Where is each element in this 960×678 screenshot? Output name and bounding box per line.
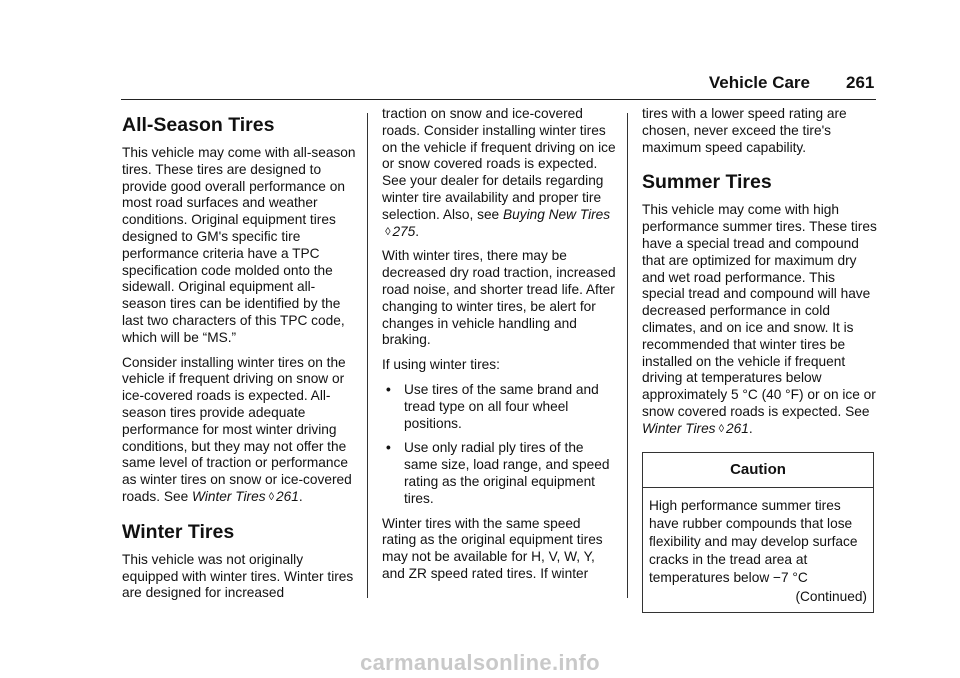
- cross-reference-link[interactable]: Winter Tires ◊ 261: [642, 420, 749, 436]
- paragraph: tires with a lower speed rating are chosen, never exceed the tire's maximum speed capability.: [642, 106, 847, 155]
- caution-body: High performance summer tires have rubber compounds that lose flexibility and may develop surface cracks in the tread area at temperatures below −7 °C (Continued): [643, 488, 873, 612]
- column-2: [382, 106, 618, 591]
- header-divider: [121, 99, 876, 100]
- page-reference-icon: ◊: [718, 422, 724, 435]
- column-1: [122, 109, 358, 610]
- paragraph: This vehicle may come with high performance summer tires. These tires have a special tread and compound that are optimized for maximum dry and wet road performance. This special tread and compound will have decreased performance in cold climates, and on ice and snow. It is recommended that winter tires be installed on the vehicle if frequent driving at temperatures below approximately 5 °C (40 °F) or on ice or snow covered roads is expected. See Winter Tires ◊ 261.: [642, 202, 877, 436]
- paragraph: traction on snow and ice-covered roads. Consider installing winter tires on the vehicle if frequent driving on ice or snow covered roads is expected. See your dealer for details regarding winter tire availability and proper tire selection. Also, see Buying New Tires◊ 275.: [382, 106, 616, 239]
- caution-box: [642, 452, 874, 614]
- column-3: [642, 106, 878, 613]
- list-item: • Use only radial ply tires of the same size, load range, and speed rating as the original equipment tires.: [386, 440, 610, 506]
- page-reference-icon: ◊: [268, 490, 274, 503]
- page-reference-icon: ◊: [385, 225, 391, 238]
- heading-summer-tires: Summer Tires: [642, 171, 772, 194]
- heading-all-season-tires: All-Season Tires: [122, 114, 275, 136]
- column-divider-1: [367, 113, 368, 598]
- paragraph: Consider installing winter tires on the vehicle if frequent driving on snow or ice-covered roads is expected. All-season tires provide adequate performance for most winter driving conditions, but they may not offer the same level of traction or performance as winter tires on snow or ice-covered roads. See Winter Tires ◊ 261.: [122, 354, 352, 504]
- column-divider-2: [627, 113, 628, 598]
- continued-label: (Continued): [795, 589, 867, 605]
- watermark: carmanualsonline.info: [360, 650, 600, 675]
- heading-winter-tires: Winter Tires: [122, 520, 235, 543]
- bullet-list: [382, 382, 618, 508]
- paragraph: This vehicle was not originally equipped with winter tires. Winter tires are designed for increased: [122, 551, 354, 601]
- caution-title: Caution: [643, 453, 873, 489]
- paragraph: If using winter tires:: [382, 357, 500, 373]
- page-number: 261: [846, 73, 875, 92]
- page-header: [0, 0, 960, 100]
- paragraph: This vehicle may come with all-season tires. These tires are designed to provide good overall performance on most road surfaces and weather conditions. Original equipment tires designed to GM's specific tire performance criteria have a TPC specification code molded onto the sidewall. Original equipment all-season tires can be identified by the last two characters of this TPC code, which will be “MS.”: [122, 145, 356, 345]
- paragraph: With winter tires, there may be decreased dry road traction, increased road noise, and shorter tread life. After changing to winter tires, be alert for changes in vehicle handling and braking.: [382, 248, 616, 348]
- bullet-icon: •: [386, 440, 391, 456]
- cross-reference-link[interactable]: Buying New Tires◊ 275: [385, 206, 611, 239]
- list-item: • Use tires of the same brand and tread type on all four wheel positions.: [386, 381, 599, 431]
- bullet-icon: •: [386, 381, 391, 397]
- section-title: Vehicle Care: [708, 73, 810, 92]
- paragraph: Winter tires with the same speed rating as the original equipment tires may not be available for H, V, W, Y, and ZR speed rated tires. If winter: [382, 515, 603, 581]
- cross-reference-link[interactable]: Winter Tires ◊ 261: [192, 488, 299, 504]
